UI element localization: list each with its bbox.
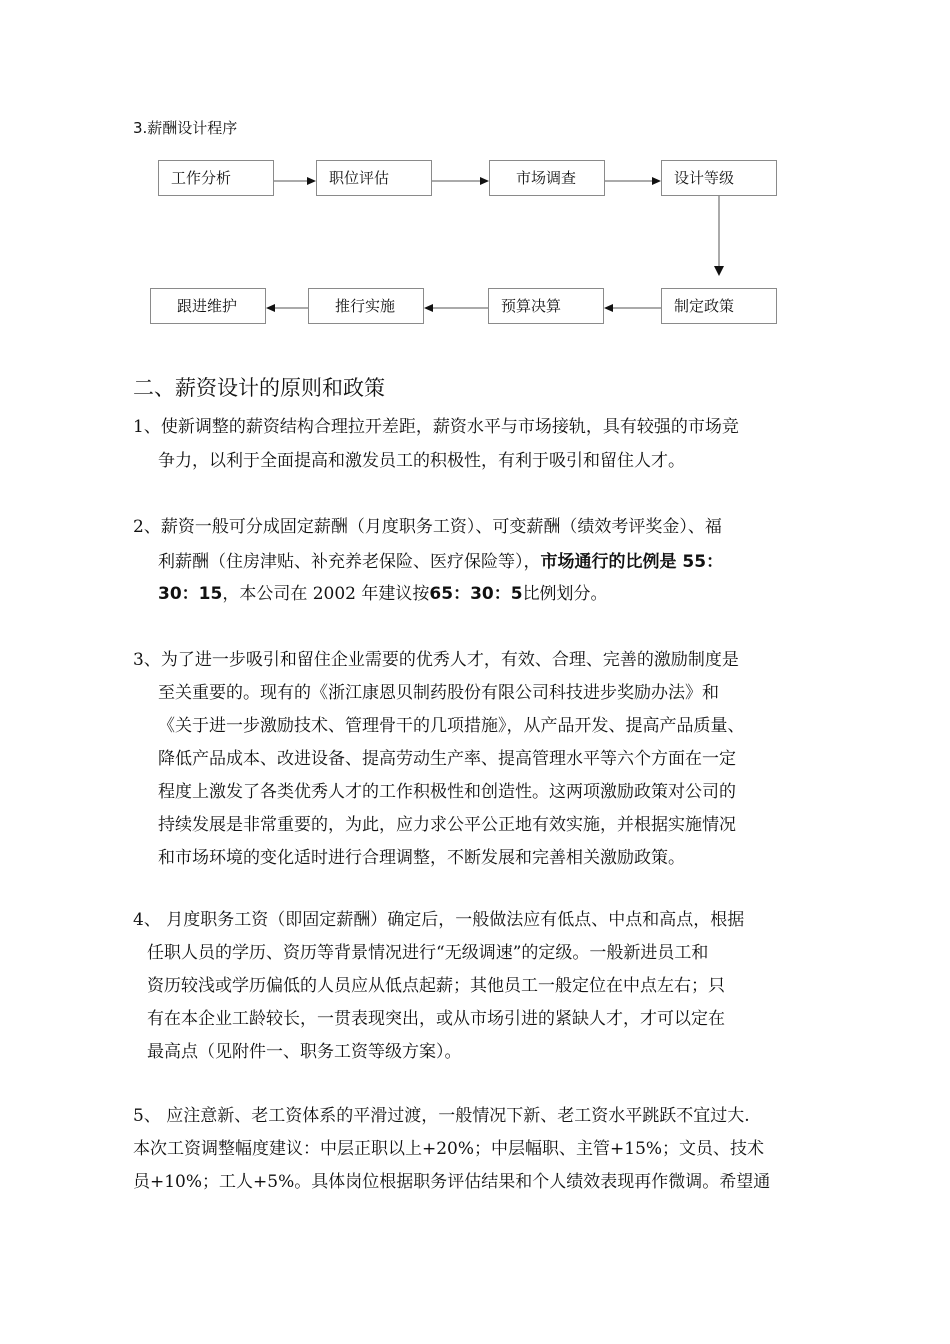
flow-step-market-survey: 市场调查 <box>489 160 605 196</box>
market-ratio-text: 市场通行的比例是 55： <box>540 552 724 572</box>
paragraph-line: 4、 月度职务工资（即固定薪酬）确定后，一般做法应有低点、中点和高点，根据 <box>133 910 745 930</box>
flow-step-budget: 预算决算 <box>488 288 604 324</box>
section-heading: 3.薪酬设计程序 <box>133 119 238 137</box>
paragraph-line: 至关重要的。现有的《浙江康恩贝制药股份有限公司科技进步奖励办法》和 <box>158 683 719 703</box>
flow-step-design-grades: 设计等级 <box>661 160 777 196</box>
market-ratio-tail: 30：15 <box>158 584 223 604</box>
paragraph-line: 降低产品成本、改进设备、提高劳动生产率、提高管理水平等六个方面在一定 <box>158 749 736 769</box>
flow-step-make-policy: 制定政策 <box>661 288 777 324</box>
paragraph-line: 争力，以利于全面提高和激发员工的积极性，有利于吸引和留住人才。 <box>158 451 685 471</box>
paragraph-line: 任职人员的学历、资历等背景情况进行“无级调速”的定级。一般新进员工和 <box>147 943 709 963</box>
paragraph-line: 《关于进一步激励技术、管理骨干的几项措施》，从产品开发、提高产品质量、 <box>158 716 745 736</box>
paragraph-line: 有在本企业工龄较长，一贯表现突出，或从市场引进的紧缺人才，才可以定在 <box>147 1009 725 1029</box>
paragraph-line: 5、 应注意新、老工资体系的平滑过渡，一般情况下新、老工资水平跳跃不宜过大. <box>133 1106 750 1126</box>
flow-step-implementation: 推行实施 <box>308 288 424 324</box>
flow-step-job-analysis: 工作分析 <box>158 160 274 196</box>
salary-design-flowchart <box>0 0 950 340</box>
flow-step-position-evaluation: 职位评估 <box>316 160 432 196</box>
paragraph-line: 1、使新调整的薪资结构合理拉开差距，薪资水平与市场接轨，具有较强的市场竞 <box>133 417 739 437</box>
paragraph-line <box>158 547 723 572</box>
flow-step-follow-up-maintenance: 跟进维护 <box>150 288 266 324</box>
paragraph-text: 比例划分。 <box>522 584 608 604</box>
proposed-ratio: 65：30：5 <box>429 584 523 604</box>
flow-arrows <box>0 0 950 340</box>
chapter-title: 二、薪资设计的原则和政策 <box>133 376 385 400</box>
paragraph-text: 利薪酬（住房津贴、补充养老保险、医疗保险等）， <box>158 552 541 572</box>
paragraph-line: 2、薪资一般可分成固定薪酬（月度职务工资）、可变薪酬（绩效考评奖金）、福 <box>133 517 722 537</box>
paragraph-line <box>158 579 608 604</box>
paragraph-line: 和市场环境的变化适时进行合理调整，不断发展和完善相关激励政策。 <box>158 848 685 868</box>
paragraph-line: 员+10%；工人+5%。具体岗位根据职务评估结果和个人绩效表现再作微调。希望通 <box>133 1172 771 1192</box>
paragraph-line: 程度上激发了各类优秀人才的工作积极性和创造性。这两项激励政策对公司的 <box>158 782 736 802</box>
paragraph-line: 最高点（见附件一、职务工资等级方案）。 <box>147 1042 462 1062</box>
paragraph-text: ，本公司在 2002 年建议按 <box>222 584 430 604</box>
paragraph-line: 本次工资调整幅度建议：中层正职以上+20%；中层幅职、主管+15%；文员、技术 <box>133 1139 765 1159</box>
paragraph-line: 资历较浅或学历偏低的人员应从低点起薪；其他员工一般定位在中点左右；只 <box>147 976 725 996</box>
paragraph-line: 持续发展是非常重要的，为此，应力求公平公正地有效实施，并根据实施情况 <box>158 815 736 835</box>
paragraph-line: 3、为了进一步吸引和留住企业需要的优秀人才，有效、合理、完善的激励制度是 <box>133 650 739 670</box>
